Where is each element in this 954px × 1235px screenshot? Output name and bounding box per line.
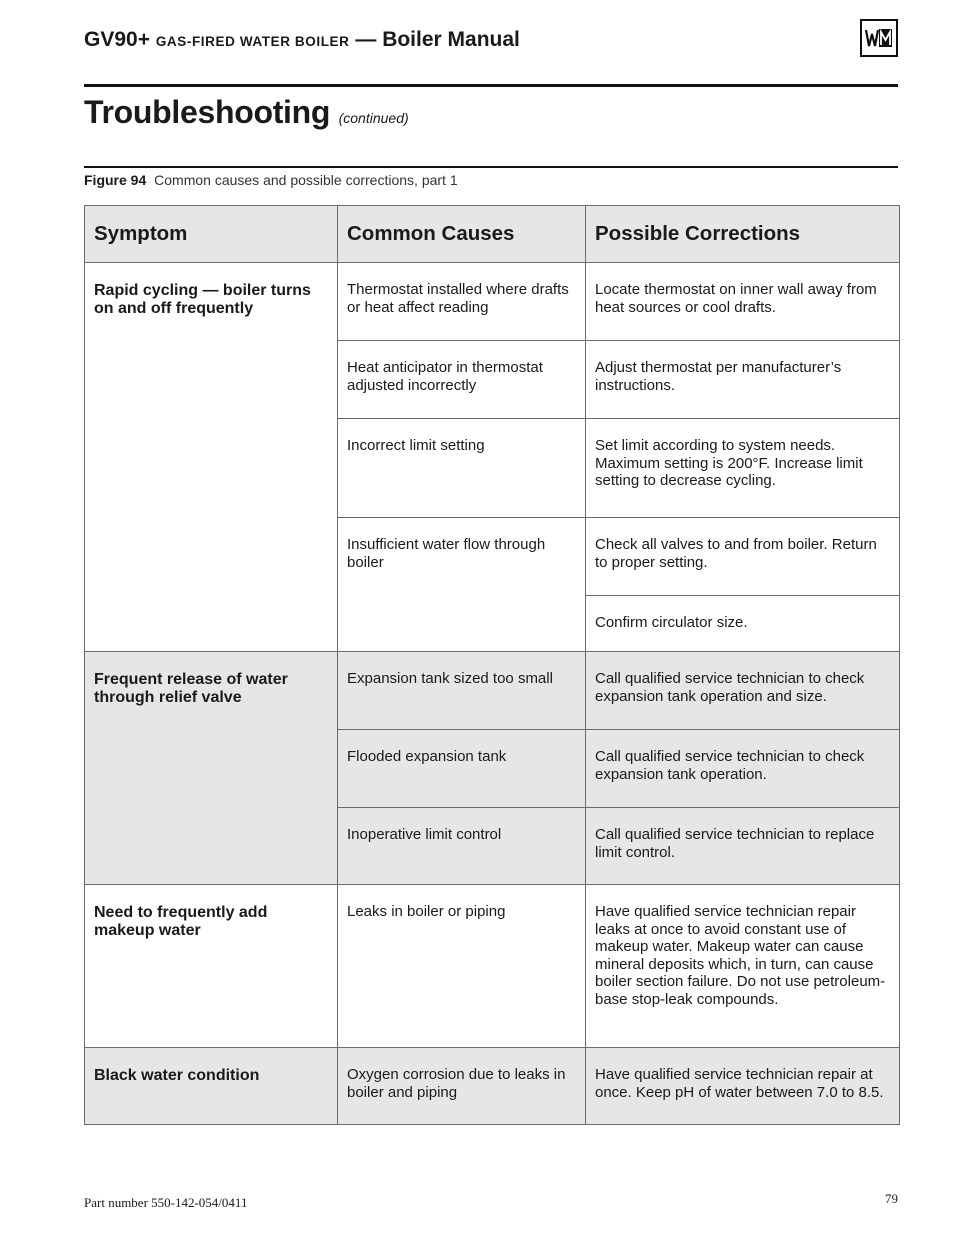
cause-cell: Heat anticipator in thermostat adjusted incorrectly	[338, 341, 586, 419]
cause-cell: Incorrect limit setting	[338, 419, 586, 518]
title-continued: (continued)	[338, 110, 409, 126]
cause-cell: Thermostat installed where drafts or heat affect reading	[338, 263, 586, 341]
header-rule	[84, 84, 898, 87]
figure-caption-text: Common causes and possible corrections, part 1	[154, 172, 458, 188]
cause-cell: Flooded expansion tank	[338, 730, 586, 808]
section-title	[84, 94, 409, 131]
product-type: GAS-FIRED WATER BOILER	[155, 34, 350, 49]
correction-cell: Locate thermostat on inner wall away from heat sources or cool drafts.	[586, 263, 900, 341]
cause-cell: Oxygen corrosion due to leaks in boiler and piping	[338, 1048, 586, 1125]
correction-cell: Adjust thermostat per manufacturer’s instructions.	[586, 341, 900, 419]
table-row	[85, 885, 900, 1048]
cause-cell: Leaks in boiler or piping	[338, 885, 586, 1048]
page-header	[84, 22, 898, 84]
title-rule	[84, 166, 898, 168]
figure-caption	[84, 172, 458, 188]
symptom-cell: Black water condition	[85, 1048, 338, 1125]
correction-cell: Check all valves to and from boiler. Return to proper setting.	[586, 518, 900, 596]
header-possible-corrections: Possible Corrections	[586, 206, 900, 263]
page-title: Troubleshooting	[84, 94, 331, 130]
table-row	[85, 263, 900, 341]
correction-cell: Call qualified service technician to replace limit control.	[586, 808, 900, 885]
symptom-cell: Frequent release of water through relief valve	[85, 652, 338, 885]
correction-cell: Call qualified service technician to check expansion tank operation.	[586, 730, 900, 808]
table-header-row	[85, 206, 900, 263]
brand-logo-icon	[860, 19, 898, 57]
cause-cell: Expansion tank sized too small	[338, 652, 586, 730]
correction-cell: Have qualified service technician repair leaks at once to avoid constant use of makeup water. Makeup water can cause mineral deposits which, in turn, can cause boiler section failure. Do not use petroleum-base stop-leak compounds.	[586, 885, 900, 1048]
correction-cell: Confirm circulator size.	[586, 596, 900, 652]
troubleshooting-table	[84, 205, 900, 1125]
manual-label: — Boiler Manual	[355, 28, 520, 51]
correction-cell: Have qualified service technician repair at once. Keep pH of water between 7.0 to 8.5.	[586, 1048, 900, 1125]
page-number: 79	[885, 1191, 898, 1206]
header-common-causes: Common Causes	[338, 206, 586, 263]
figure-number: Figure 94	[84, 172, 147, 188]
part-number: Part number 550-142-054/0411	[84, 1195, 248, 1210]
header-symptom: Symptom	[85, 206, 338, 263]
cause-cell: Inoperative limit control	[338, 808, 586, 885]
model-name: GV90+	[84, 28, 150, 51]
cause-cell: Insufficient water flow through boiler	[338, 518, 586, 652]
correction-cell: Set limit according to system needs. Maximum setting is 200°F. Increase limit setting to decrease cycling.	[586, 419, 900, 518]
symptom-cell: Rapid cycling — boiler turns on and off frequently	[85, 263, 338, 652]
table-row	[85, 652, 900, 730]
correction-cell: Call qualified service technician to check expansion tank operation and size.	[586, 652, 900, 730]
table-row	[85, 1048, 900, 1125]
header-title	[84, 28, 520, 52]
symptom-cell: Need to frequently add makeup water	[85, 885, 338, 1048]
